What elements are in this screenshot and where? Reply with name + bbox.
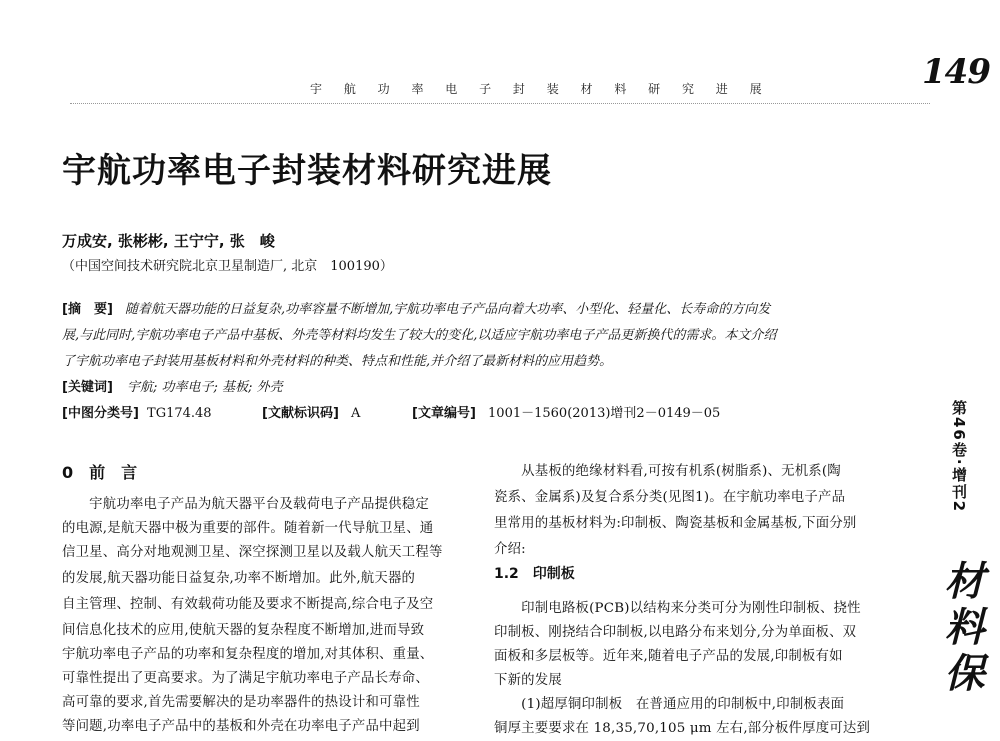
journal-name: 材料保 <box>938 560 985 698</box>
doccode-row <box>262 402 360 421</box>
subsection-heading-pcb: 1.2 印制板 <box>494 566 575 582</box>
page-number: 149 <box>922 52 990 92</box>
abstract-text: 随着航天器功能的日益复杂,功率容量不断增加,宇航功率电子产品向着大功率、小型化、轻量化、长寿命的方向发 <box>125 302 771 317</box>
authors: 万成安, 张彬彬, 王宁宁, 张 峻 <box>62 232 275 250</box>
abstract-line-1 <box>62 298 770 317</box>
affiliation: （中国空间技术研究院北京卫星制造厂, 北京 100190） <box>62 259 393 274</box>
preface-line: 宇航功率电子产品的功率和复杂程度的增加,对其体积、重量、 <box>62 647 434 662</box>
abstract-label: [摘 要] <box>62 302 113 317</box>
keywords-label: [关键词] <box>62 380 113 395</box>
pcb-line: 面板和多层板等。近年来,随着电子产品的发展,印制板有如 <box>494 649 843 664</box>
pcb-line: 下新的发展 <box>494 673 562 688</box>
intro-line: 瓷系、金属系)及复合系分类(见图1)。在宇航功率电子产品 <box>494 490 846 505</box>
section-heading-preface: 0 前 言 <box>62 463 138 482</box>
intro-line: 从基板的绝缘材料看,可按有机系(树脂系)、无机系(陶 <box>494 464 841 479</box>
articleno-value: 1001－1560(2013)增刊2－0149－05 <box>488 406 721 421</box>
pcb-line: 铜厚主要要求在 18,35,70,105 μm 左右,部分板件厚度可达到 <box>494 721 871 736</box>
articleno-row <box>412 402 720 421</box>
clc-label: [中图分类号] <box>62 406 139 421</box>
running-head: 宇 航 功 率 电 子 封 装 材 料 研 究 进 展 <box>310 82 771 96</box>
pcb-line: (1)超厚铜印制板 在普通应用的印制板中,印制板表面 <box>494 697 845 712</box>
doccode-label: [文献标识码] <box>262 406 339 421</box>
preface-line: 自主管理、控制、有效载荷功能及要求不断提高,综合电子及空 <box>62 597 434 612</box>
abstract-line-2: 展,与此同时,宇航功率电子产品中基板、外壳等材料均发生了较大的变化,以适应宇航功率电子产品更新换代的需求。本文介绍 <box>62 328 777 343</box>
preface-line: 的电源,是航天器中极为重要的部件。随着新一代导航卫星、通 <box>62 521 434 536</box>
classification-row <box>62 402 212 421</box>
preface-line: 宇航功率电子产品为航天器平台及载荷电子产品提供稳定 <box>62 497 429 512</box>
preface-line: 高可靠的要求,首先需要解决的是功率器件的热设计和可靠性 <box>62 695 420 710</box>
keywords: 宇航; 功率电子; 基板; 外壳 <box>127 380 283 395</box>
keywords-row <box>62 376 283 395</box>
article-title: 宇航功率电子封装材料研究进展 <box>62 151 552 191</box>
preface-line: 信卫星、高分对地观测卫星、深空探测卫星以及载人航天工程等 <box>62 545 443 560</box>
preface-line: 间信息化技术的应用,使航天器的复杂程度不断增加,进而导致 <box>62 623 425 638</box>
intro-line: 里常用的基板材料为:印制板、陶瓷基板和金属基板,下面分别 <box>494 516 857 531</box>
articleno-label: [文章编号] <box>412 406 476 421</box>
preface-line: 的发展,航天器功能日益复杂,功率不断增加。此外,航天器的 <box>62 571 416 586</box>
pcb-line: 印制板、刚挠结合印制板,以电路分布来划分,分为单面板、双 <box>494 625 857 640</box>
header-rule <box>70 103 930 104</box>
doccode-value: A <box>351 406 361 421</box>
volume-label: 第46卷·增刊2 <box>950 400 968 514</box>
preface-line: 可靠性提出了更高要求。为了满足宇航功率电子产品长寿命、 <box>62 671 429 686</box>
abstract-line-3: 了宇航功率电子封装用基板材料和外壳材料的种类、特点和性能,并介绍了最新材料的应用趋势。 <box>62 354 613 369</box>
clc-value: TG174.48 <box>147 406 212 421</box>
intro-line: 介绍: <box>494 542 526 557</box>
pcb-line: 印制电路板(PCB)以结构来分类可分为刚性印制板、挠性 <box>494 601 861 616</box>
preface-line: 等问题,功率电子产品中的基板和外壳在功率电子产品中起到 <box>62 719 420 734</box>
